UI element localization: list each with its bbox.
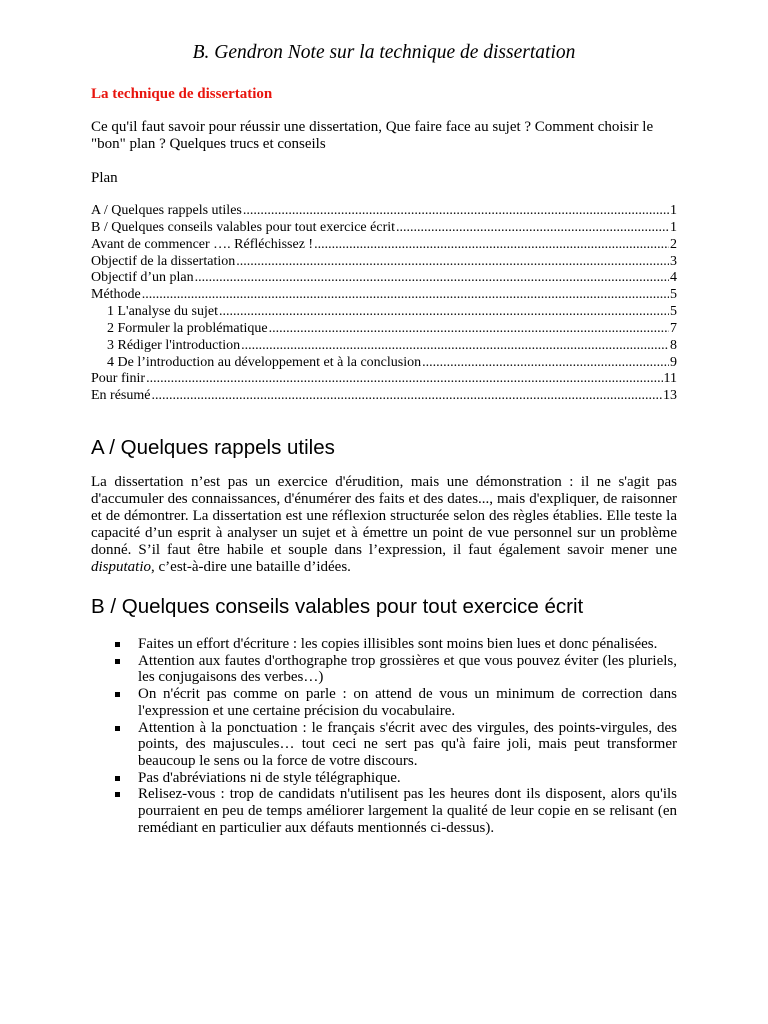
square-bullet-icon	[115, 726, 120, 731]
toc-entry-page: 2	[670, 236, 677, 252]
toc-entry-page: 8	[670, 337, 677, 353]
toc-leader-dots	[269, 321, 669, 338]
toc-entry[interactable]	[91, 287, 677, 304]
section-a-text-part: La dissertation n’est pas un exercice d'érudition, mais une démonstration : il ne s'agit pas d'accumuler des connaissances, d'énumérer des faits et des dates..., mais d'expliquer, de raisonner et de démontrer. La dissertation est une réflexion structurée selon des règles établies. Elle teste la capacité d’un esprit à analyser un sujet et à émettre un point de vue personnel sur un problème donné. S’il faut être habile et souple dans l’expression, il faut également savoir mener une	[91, 474, 677, 558]
list-item-text: Pas d'abréviations ni de style télégraphique.	[138, 769, 401, 786]
toc-entry-text: Objectif d’un plan	[91, 270, 194, 286]
toc-entry-text: Méthode	[91, 287, 141, 303]
toc-entry-text: Objectif de la dissertation	[91, 253, 236, 269]
toc-entry-page: 9	[670, 354, 677, 370]
toc-entry-page: 5	[670, 304, 677, 320]
toc-entry-page: 13	[663, 388, 677, 404]
list-item-text: Faites un effort d'écriture : les copies illisibles sont moins bien lues et donc pénalisées.	[138, 636, 658, 652]
square-bullet-icon	[115, 692, 120, 697]
toc-entry-text: A / Quelques rappels utiles	[91, 203, 242, 218]
toc-leader-dots	[219, 304, 669, 321]
toc-entry-page: 1	[670, 203, 677, 218]
list-item	[91, 686, 677, 719]
toc-entry-text: 1 L'analyse du sujet	[107, 304, 218, 320]
toc-leader-dots	[151, 388, 662, 405]
toc-entry-text: Avant de commencer …. Réfléchissez !	[91, 236, 314, 252]
toc-entry[interactable]	[91, 388, 677, 405]
list-item	[91, 653, 677, 686]
toc-entry-text: En résumé	[91, 388, 151, 404]
toc-entry[interactable]	[91, 254, 677, 271]
toc-entry-page: 11	[663, 371, 677, 387]
section-a-heading: A / Quelques rappels utiles	[91, 436, 335, 459]
toc-entry[interactable]	[91, 371, 677, 388]
list-item-text: Attention aux fautes d'orthographe trop grossières et que vous pouvez éviter (les pluriels, les conjugaisons des verbes…)	[138, 652, 677, 686]
toc-subentry[interactable]	[91, 355, 677, 372]
toc-subentry[interactable]	[91, 338, 677, 355]
toc-subentry[interactable]	[91, 321, 677, 338]
document-header-title: B. Gendron Note sur la technique de dissertation	[192, 42, 576, 63]
toc-entry-text: Pour finir	[91, 371, 146, 387]
square-bullet-icon	[115, 642, 120, 647]
toc-entry[interactable]	[91, 203, 677, 220]
section-a-paragraph	[91, 474, 677, 575]
toc-entry-page: 7	[670, 320, 677, 336]
toc-leader-dots	[236, 254, 669, 271]
list-item-text: Attention à la ponctuation : le français s'écrit avec des virgules, des points-virgules, des points, des majuscules… tout ceci ne sert pas qu'à faire joli, mais peut transformer beaucoup le sens ou la force de votre discours.	[138, 719, 677, 769]
toc-leader-dots	[314, 237, 669, 254]
toc-entry[interactable]	[91, 220, 677, 237]
list-item	[91, 770, 677, 787]
toc-entry-page: 1	[670, 219, 677, 235]
section-b-heading: B / Quelques conseils valables pour tout exercice écrit	[91, 595, 584, 618]
plan-label: Plan	[91, 170, 118, 186]
toc-leader-dots	[142, 287, 669, 304]
square-bullet-icon	[115, 792, 120, 797]
toc-entry[interactable]	[91, 270, 677, 287]
toc-leader-dots	[396, 220, 669, 237]
toc-entry-page: 3	[670, 253, 677, 269]
square-bullet-icon	[115, 659, 120, 664]
toc-entry-text: 3 Rédiger l'introduction	[107, 337, 241, 353]
intro-paragraph: Ce qu'il faut savoir pour réussir une dissertation, Que faire face au sujet ? Comment choisir le "bon" plan ? Quelques trucs et conseils	[91, 119, 654, 152]
toc-subentry[interactable]	[91, 304, 677, 321]
advice-list	[91, 636, 677, 836]
list-item	[91, 636, 677, 653]
toc-entry-text: 4 De l’introduction au développement et à la conclusion	[107, 354, 422, 370]
section-label: La technique de dissertation	[91, 86, 273, 102]
section-a-italic-term: disputatio	[91, 558, 152, 575]
list-item	[91, 720, 677, 770]
list-item-text: Relisez-vous : trop de candidats n'utilisent pas les heures dont ils disposent, alors qu'ils pourraient en peu de temps améliorer largement la qualité de leur copie en se relisant (en remédiant en particulier aux défauts mentionnés ci-dessus).	[138, 786, 677, 836]
toc-leader-dots	[243, 203, 669, 220]
toc-entry-page: 4	[670, 270, 677, 286]
toc-leader-dots	[146, 371, 662, 388]
toc-entry-page: 5	[670, 287, 677, 303]
section-a-text-part: , c’est-à-dire une bataille d’idées.	[151, 558, 351, 575]
toc-leader-dots	[422, 355, 669, 372]
toc-leader-dots	[195, 270, 669, 287]
toc-entry[interactable]	[91, 237, 677, 254]
toc-entry-text: 2 Formuler la problématique	[107, 320, 268, 336]
square-bullet-icon	[115, 776, 120, 781]
table-of-contents	[91, 203, 677, 405]
list-item	[91, 786, 677, 836]
toc-entry-text: B / Quelques conseils valables pour tout exercice écrit	[91, 219, 396, 235]
toc-leader-dots	[241, 338, 669, 355]
list-item-text: On n'écrit pas comme on parle : on attend de vous un minimum de correction dans l'expression et une certaine précision du vocabulaire.	[138, 686, 677, 719]
